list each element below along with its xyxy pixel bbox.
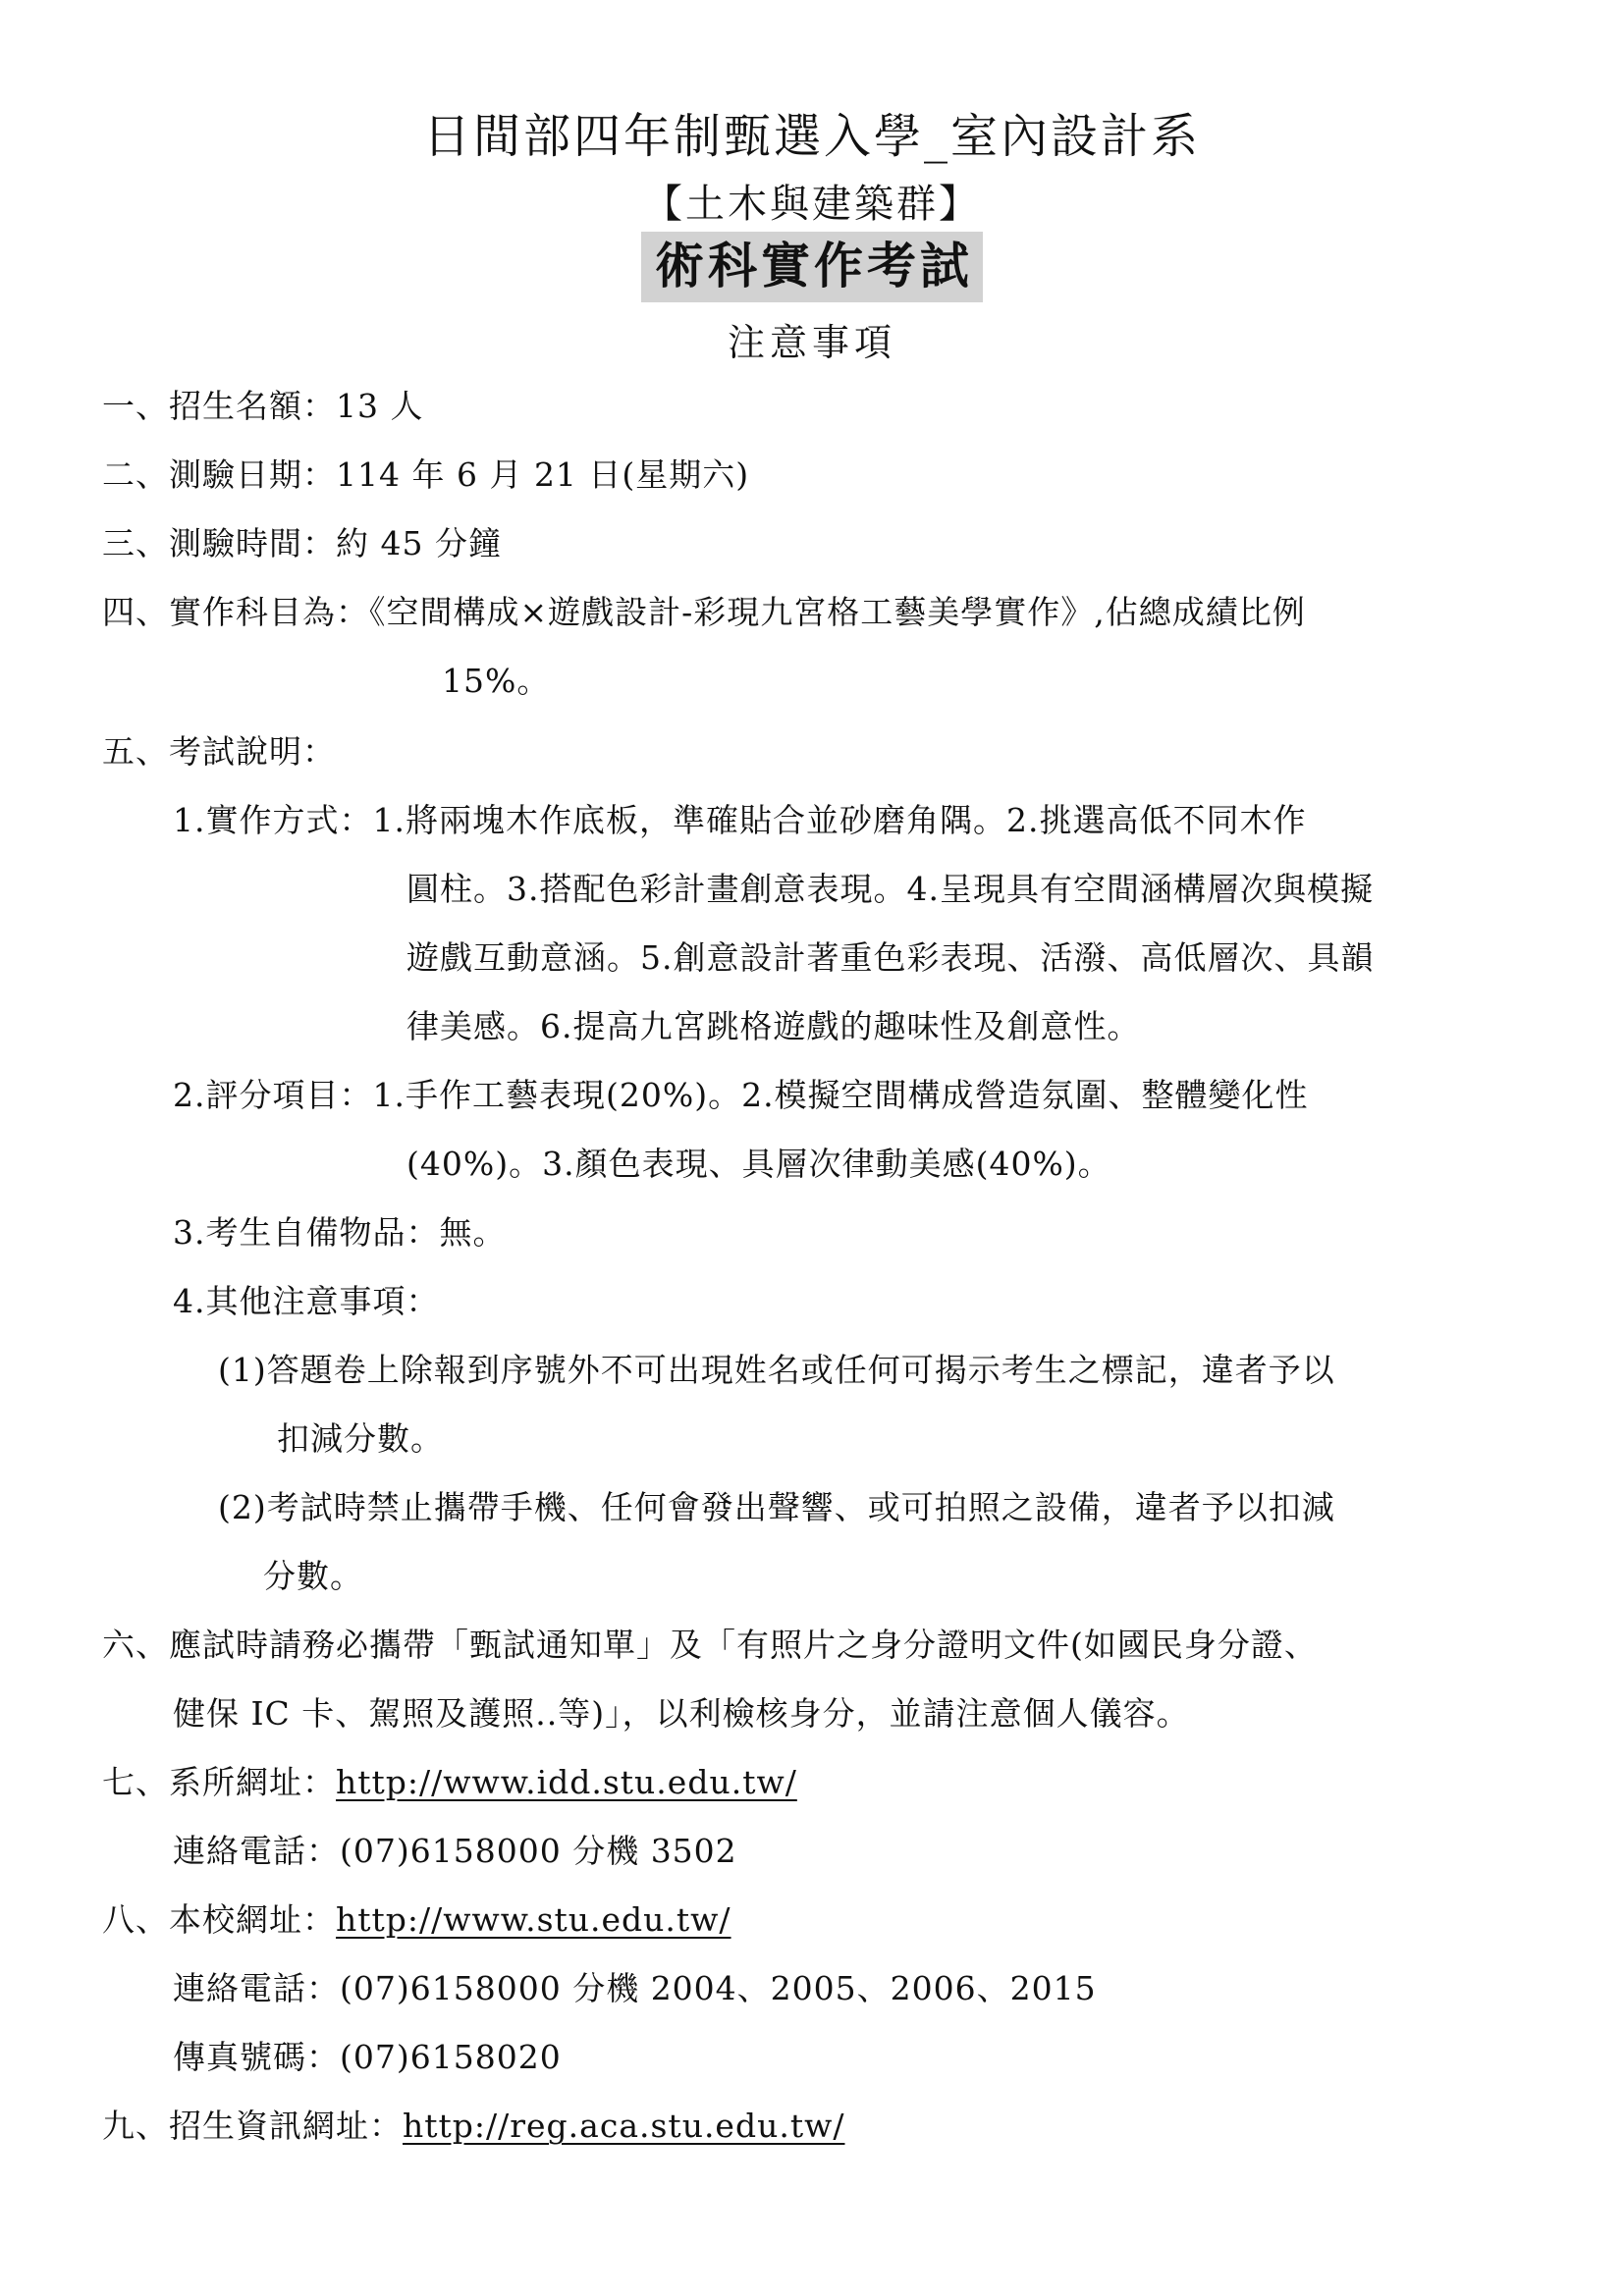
exam-title: 術科實作考試 — [641, 232, 983, 302]
dept-website-row — [102, 1763, 797, 1802]
admission-website-link[interactable]: http://reg.aca.stu.edu.tw/ — [403, 2107, 845, 2145]
supplies-line: 3.考生自備物品：無。 — [173, 1213, 507, 1252]
notice-subtitle: 注意事項 — [727, 321, 896, 364]
note-1-line-2: 扣減分數。 — [277, 1419, 444, 1458]
scoring-line-1: 2.評分項目：1.手作工藝表現(20%)。2.模擬空間構成營造氛圍、整體變化性 — [173, 1076, 1309, 1114]
method-line-3: 遊戲互動意涵。5.創意設計著重色彩表現、活潑、高低層次、具韻 — [406, 938, 1375, 977]
id-docs-line-2: 健保 IC 卡、駕照及護照..等)」，以利檢核身分，並請注意個人儀容。 — [173, 1694, 1190, 1733]
dept-phone-line: 連絡電話：(07)6158000 分機 3502 — [173, 1832, 737, 1870]
note-2-line-2: 分數。 — [263, 1557, 363, 1595]
duration-line: 三、測驗時間：約 45 分鐘 — [102, 524, 502, 562]
method-line-1: 1.實作方式：1.將兩塊木作底板，準確貼合並砂磨角隅。2.挑選高低不同木作 — [173, 801, 1307, 839]
quota-line: 一、招生名額：13 人 — [102, 387, 424, 425]
group-title: 【土木與建築群】 — [643, 182, 981, 227]
id-docs-line-1: 六、應試時請務必攜帶「甄試通知單」及「有照片之身分證明文件(如國民身分證、 — [102, 1626, 1318, 1664]
page-title: 日間部四年制甄選入學_室內設計系 — [422, 109, 1201, 164]
subject-line-1: 四、實作科目為：《空間構成×遊戲設計-彩現九宮格工藝美學實作》,佔總成績比例 — [102, 593, 1306, 631]
dept-website-label: 七、系所網址： — [102, 1763, 336, 1801]
school-website-link[interactable]: http://www.stu.edu.tw/ — [336, 1900, 731, 1939]
explain-heading: 五、考試說明： — [102, 732, 336, 771]
admission-website-row — [102, 2107, 844, 2146]
scoring-line-2: (40%)。3.顏色表現、具層次律動美感(40%)。 — [406, 1145, 1111, 1183]
method-line-2: 圓柱。3.搭配色彩計畫創意表現。4.呈現具有空間涵構層次與模擬 — [406, 870, 1374, 908]
note-1-line-1: (1)答題卷上除報到序號外不可出現姓名或任何可揭示考生之標記，違者予以 — [218, 1351, 1335, 1389]
school-fax-line: 傳真號碼：(07)6158020 — [173, 2038, 562, 2076]
other-notes-heading: 4.其他注意事項： — [173, 1282, 440, 1320]
school-website-label: 八、本校網址： — [102, 1900, 336, 1939]
subject-line-2: 15%。 — [442, 662, 551, 700]
note-2-line-1: (2)考試時禁止攜帶手機、任何會發出聲響、或可拍照之設備，違者予以扣減 — [218, 1488, 1335, 1526]
school-phone-line: 連絡電話：(07)6158000 分機 2004、2005、2006、2015 — [173, 1969, 1097, 2007]
date-line: 二、測驗日期：114 年 6 月 21 日(星期六) — [102, 455, 750, 494]
exam-title-wrapper — [0, 232, 1624, 302]
admission-website-label: 九、招生資訊網址： — [102, 2107, 403, 2145]
method-line-4: 律美感。6.提高九宮跳格遊戲的趣味性及創意性。 — [406, 1007, 1141, 1045]
dept-website-link[interactable]: http://www.idd.stu.edu.tw/ — [336, 1763, 797, 1801]
school-website-row — [102, 1900, 731, 1940]
